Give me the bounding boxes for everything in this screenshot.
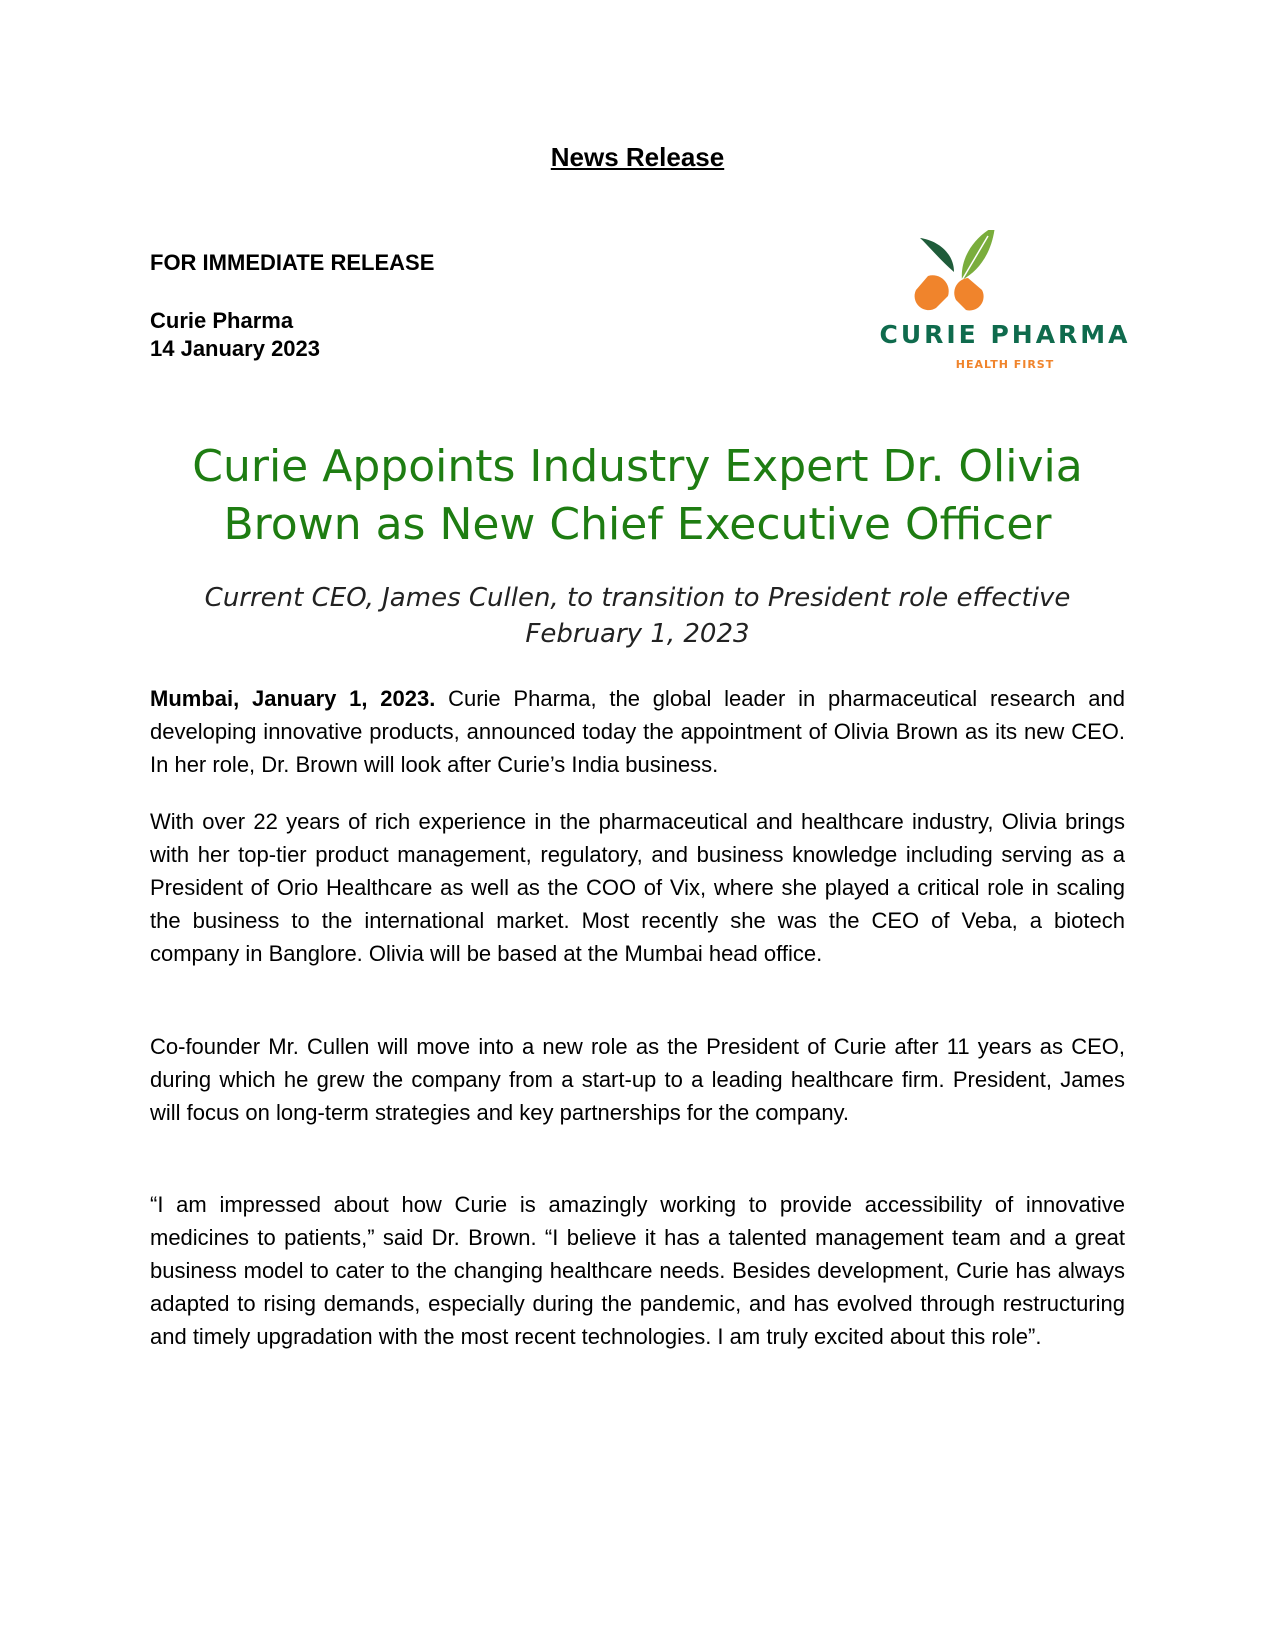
subheadline: Current CEO, James Cullen, to transition to President role effective February 1, 2023 <box>204 583 1071 649</box>
body-paragraph-1 <box>150 682 1125 781</box>
body-paragraph-4: “I am impressed about how Curie is amazingly working to provide accessibility of innovative medicines to patients,” said Dr. Brown. “I believe it has a talented management team and a great business model to cater to the changing healthcare needs. Besides development, Curie has always adapted to rising demands, especially during the pandemic, and has evolved through restructuring and timely upgradation with the most recent technologies. I am truly excited about this role”. <box>150 1192 1125 1349</box>
page-title: News Release <box>550 142 725 172</box>
leaves-and-capsules-icon <box>870 230 1140 315</box>
logo-tagline: HEALTH FIRST <box>955 358 1055 371</box>
company-logo <box>870 230 1140 375</box>
dark-leaf-icon <box>920 238 954 272</box>
organization-name: Curie Pharma <box>150 308 294 333</box>
org-info <box>150 307 320 363</box>
body-paragraph-3: Co-founder Mr. Cullen will move into a new role as the President of Curie after 11 years as CEO, during which he grew the company from a start-up to a leading healthcare firm. President, James will focus on long-term strategies and key partnerships for the company. <box>150 1034 1125 1125</box>
capsule-right-icon <box>954 278 983 310</box>
logo-wordmark: CURIE PHARMA <box>879 320 1131 349</box>
release-date: 14 January 2023 <box>150 336 321 361</box>
body-paragraph-2: With over 22 years of rich experience in the pharmaceutical and healthcare industry, Olivia brings with her top-tier product management, regulatory, and business knowledge including serving as a President of Orio Healthcare as well as the COO of Vix, where she played a critical role in scaling the business to the international market. Most recently she was the CEO of Veba, a biotech company in Banglore. Olivia will be based at the Mumbai head office. <box>150 809 1125 966</box>
capsule-left-icon <box>915 275 949 310</box>
dateline: Mumbai, January 1, 2023. <box>150 686 436 711</box>
paragraph-text: Curie Pharma, the global leader in pharmaceutical research and developing innovative products, announced today the appointment of Olivia Brown as its new CEO. In her role, Dr. Brown will look after Curie’s India business. <box>150 686 1126 777</box>
headline: Curie Appoints Industry Expert Dr. Olivia Brown as New Chief Executive Officer <box>192 441 1083 550</box>
release-label: FOR IMMEDIATE RELEASE <box>150 250 435 275</box>
